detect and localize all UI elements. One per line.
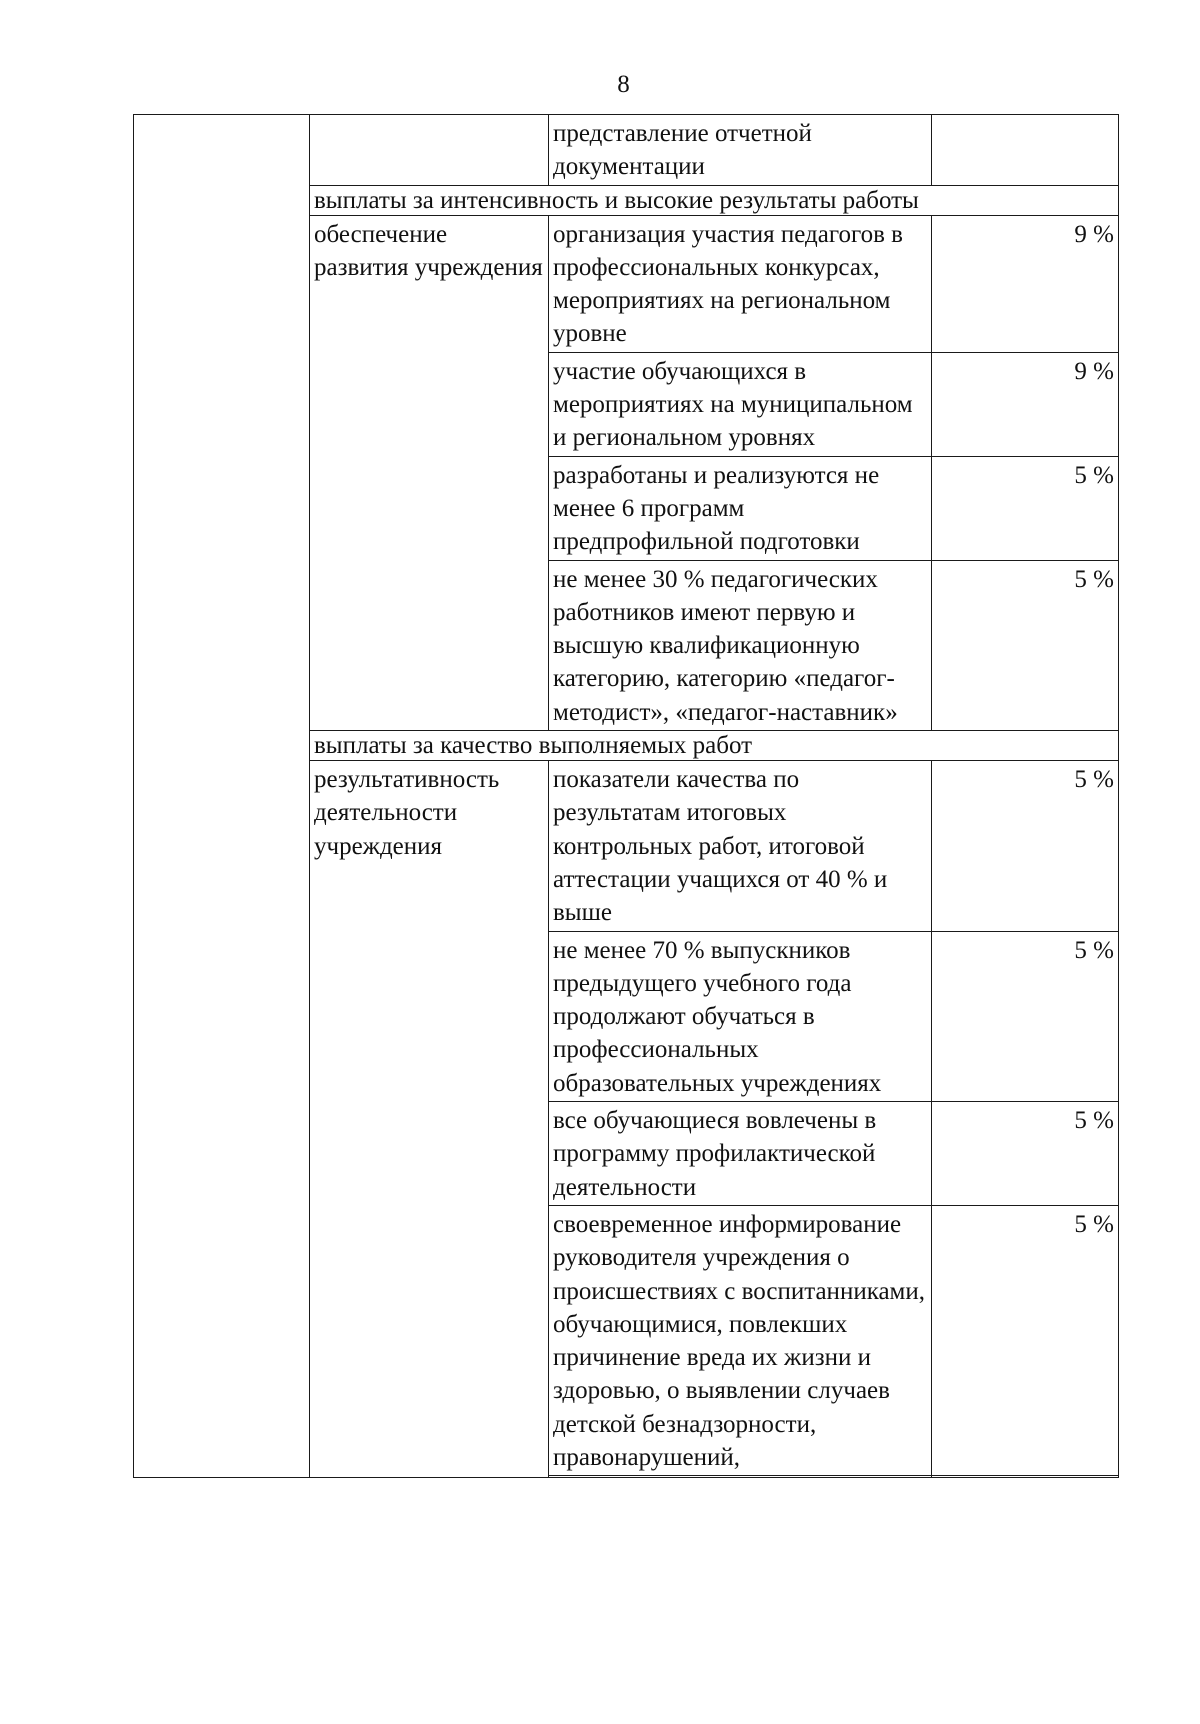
section-heading: выплаты за качество выполняемых работ [310,731,1119,761]
position-cell [134,115,310,1478]
indicator-cell: представление отчетной документации [549,115,932,186]
value-cell: 5 % [932,1205,1119,1475]
indicator-cell: не менее 30 % педагогических работников имеют первую и высшую квалификационную категорию, категорию «педагог-методист», «педагог-наставник» [549,560,932,730]
criterion-cell: обеспечение развития учреждения [310,215,549,730]
section-heading: выплаты за интенсивность и высокие результаты работы [310,185,1119,215]
indicator-cell: все обучающиеся вовлечены в программу профилактической деятельности [549,1102,932,1206]
value-cell: 5 % [932,456,1119,560]
value-cell [932,1476,1119,1478]
value-cell: 9 % [932,352,1119,456]
page-number: 8 [617,71,630,98]
value-cell: 5 % [932,761,1119,931]
value-cell: 9 % [932,215,1119,352]
value-cell: 5 % [932,560,1119,730]
payments-table [133,114,1119,1478]
indicator-cell: организация участия педагогов в профессиональных конкурсах, мероприятиях на региональном уровне [549,215,932,352]
indicator-cell: разработаны и реализуются не менее 6 программ предпрофильной подготовки [549,456,932,560]
indicator-cell: участие обучающихся в мероприятиях на муниципальном и региональном уровнях [549,352,932,456]
indicator-cell [549,1476,932,1478]
indicator-cell: своевременное информирование руководителя учреждения о происшествиях с воспитанниками, обучающимися, повлекших причинение вреда их жизни и здоровью, о выявлении случаев детской безнадзорности, правонарушений, [549,1205,932,1475]
value-cell: 5 % [932,931,1119,1101]
criterion-cell: результативность деятельности учреждения [310,761,549,1478]
table-row [134,115,1119,186]
criterion-cell [310,115,549,186]
indicator-cell: не менее 70 % выпускников предыдущего учебного года продолжают обучаться в профессиональных образовательных учреждениях [549,931,932,1101]
value-cell [932,115,1119,186]
indicator-cell: показатели качества по результатам итоговых контрольных работ, итоговой аттестации учащихся от 40 % и выше [549,761,932,931]
value-cell: 5 % [932,1102,1119,1206]
